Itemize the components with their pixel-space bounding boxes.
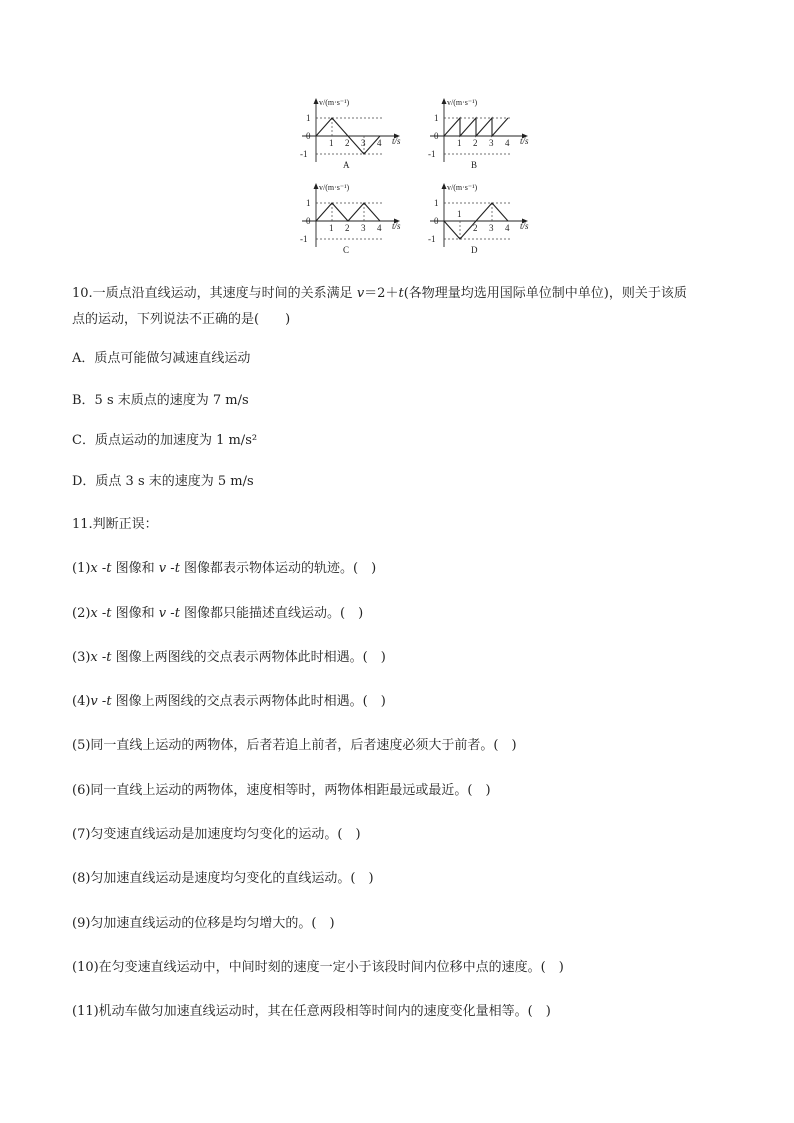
graph-c-y-label: v/(m·s⁻¹) [319, 183, 350, 192]
graph-a-xtick-1: 1 [329, 138, 334, 148]
item-3-text: 图像上两图线的交点表示两物体此时相遇。( ) [111, 650, 386, 665]
question-11-item-9: (9)匀加速直线运动的位移是均匀增大的。( ) [72, 916, 335, 931]
graph-panel-a [292, 92, 412, 172]
graph-c-xtick-1: 1 [329, 223, 334, 233]
graph-c-ytick-0: 0 [306, 216, 311, 226]
question-11-item-2 [72, 604, 363, 624]
question-11-item-1 [72, 559, 376, 579]
question-10-option-a: A．质点可能做匀减速直线运动 [72, 351, 251, 366]
question-11-item-5: (5)同一直线上运动的两物体，后者若追上前者，后者速度必须大于前者。( ) [72, 738, 517, 753]
question-10-line-1 [72, 282, 687, 306]
item-3-number: (3) [72, 650, 91, 665]
item-4-var-t: t [106, 694, 112, 709]
graph-b-y-label: v/(m·s⁻¹) [447, 98, 478, 107]
graph-a-y-label: v/(m·s⁻¹) [319, 98, 350, 107]
item-2-var-v: v [158, 606, 167, 621]
item-2-dash-2: - [166, 606, 175, 621]
item-2-dash-1: - [97, 606, 107, 621]
item-2-number: (2) [72, 606, 91, 621]
graph-b-xtick-1: 1 [457, 138, 462, 148]
graph-d-ytick-1: 1 [434, 198, 439, 208]
item-4-dash: - [97, 694, 107, 709]
question-10-line-2: 点的运动，下列说法不正确的是( ) [72, 312, 291, 327]
item-1-text-end: 图像都表示物体运动的轨迹。( ) [179, 561, 377, 576]
question-11-item-11: (11)机动车做匀加速直线运动时，其在任意两段相等时间内的速度变化量相等。( ) [72, 1004, 551, 1019]
graph-a-svg [292, 92, 412, 172]
graph-b-curve [444, 118, 508, 136]
graph-b-xtick-2: 2 [473, 138, 478, 148]
graph-a-ytick-0: 0 [306, 131, 311, 141]
item-4-var-v: v [90, 694, 98, 709]
item-1-number: (1) [72, 561, 91, 576]
item-1-var-x: x [90, 561, 98, 576]
graph-panel-c [292, 177, 412, 257]
graph-d-x-label: t/s [520, 221, 529, 231]
graph-c-xtick-3: 3 [361, 223, 366, 233]
item-1-var-t: t [106, 561, 112, 576]
graph-b-svg [420, 92, 540, 172]
graph-a-xtick-2: 2 [345, 138, 350, 148]
item-3-var-t: t [106, 650, 112, 665]
graph-b-ytick-1: 1 [434, 113, 439, 123]
graph-a-letter: A [343, 160, 350, 170]
item-3-var-x: x [90, 650, 98, 665]
question-10-equation: ＝2＋ [364, 286, 399, 301]
graph-d-xtick-3: 3 [489, 223, 494, 233]
graph-d-y-label: v/(m·s⁻¹) [447, 183, 478, 192]
item-3-dash: - [97, 650, 107, 665]
graph-d-ytick-0: 0 [434, 216, 439, 226]
graph-b-x-label: t/s [520, 136, 529, 146]
graph-a-x-label: t/s [392, 136, 401, 146]
item-1-dash-1: - [97, 561, 107, 576]
question-11-title: 11.判断正误： [72, 517, 158, 532]
item-1-var-v: v [158, 561, 167, 576]
graph-c-letter: C [343, 245, 350, 255]
item-1-dash-2: - [166, 561, 175, 576]
graph-panel-d [420, 177, 540, 257]
graph-b-letter: B [471, 160, 478, 170]
graph-d-xtick-4: 4 [505, 223, 510, 233]
graph-c-svg [292, 177, 412, 257]
graph-c-x-label: t/s [392, 221, 401, 231]
graph-b-ytick-neg1: -1 [428, 149, 436, 159]
graph-c-ytick-1: 1 [306, 198, 311, 208]
graph-b-xtick-3: 3 [489, 138, 494, 148]
item-2-var-t: t [106, 606, 112, 621]
graph-d-svg [420, 177, 540, 257]
graph-b-ytick-0: 0 [434, 131, 439, 141]
question-10-prefix: 10.一质点沿直线运动，其速度与时间的关系满足 [72, 286, 357, 301]
question-11-item-3 [72, 648, 386, 668]
question-11-item-10: (10)在匀变速直线运动中，中间时刻的速度一定小于该段时间内位移中点的速度。( ) [72, 960, 564, 975]
question-10-suffix: (各物理量均选用国际单位制中单位)，则关于该质 [403, 286, 687, 301]
item-1-text-mid: 图像和 [111, 561, 159, 576]
item-2-text-mid: 图像和 [111, 606, 159, 621]
graph-d-xtick-2: 2 [473, 223, 478, 233]
question-11-item-4 [72, 692, 386, 712]
graph-d-ytick-neg1: -1 [428, 234, 436, 244]
graph-c-xtick-2: 2 [345, 223, 350, 233]
graph-c-curve [316, 203, 380, 221]
graph-d-letter: D [471, 245, 478, 255]
graph-a-ytick-1: 1 [306, 113, 311, 123]
graph-c-ytick-neg1: -1 [300, 234, 308, 244]
graph-b-xtick-4: 4 [505, 138, 510, 148]
question-11-item-7: (7)匀变速直线运动是加速度均匀变化的运动。( ) [72, 827, 361, 842]
graph-panel-b [420, 92, 540, 172]
question-11-item-6: (6)同一直线上运动的两物体，速度相等时，两物体相距最远或最近。( ) [72, 783, 491, 798]
graph-a-ytick-neg1: -1 [300, 149, 308, 159]
graph-a-xtick-4: 4 [377, 138, 382, 148]
question-10-t-var: t [398, 286, 404, 301]
graph-a-xtick-3: 3 [361, 138, 366, 148]
item-4-number: (4) [72, 694, 91, 709]
graph-c-xtick-4: 4 [377, 223, 382, 233]
question-10-option-d: D．质点 3 s 末的速度为 5 m/s [72, 474, 254, 489]
item-2-var-x: x [90, 606, 98, 621]
item-2-text-end: 图像都只能描述直线运动。( ) [179, 606, 364, 621]
question-10-option-c: C．质点运动的加速度为 1 m/s² [72, 433, 258, 448]
item-1-var-t2: t [174, 561, 180, 576]
graph-d-xtick-1: 1 [457, 209, 462, 219]
question-10-option-b: B．5 s 末质点的速度为 7 m/s [72, 393, 249, 408]
question-10-v-var: v [356, 286, 365, 301]
question-11-item-8: (8)匀加速直线运动是速度均匀变化的直线运动。( ) [72, 871, 374, 886]
item-2-var-t2: t [174, 606, 180, 621]
item-4-text: 图像上两图线的交点表示两物体此时相遇。( ) [111, 694, 386, 709]
